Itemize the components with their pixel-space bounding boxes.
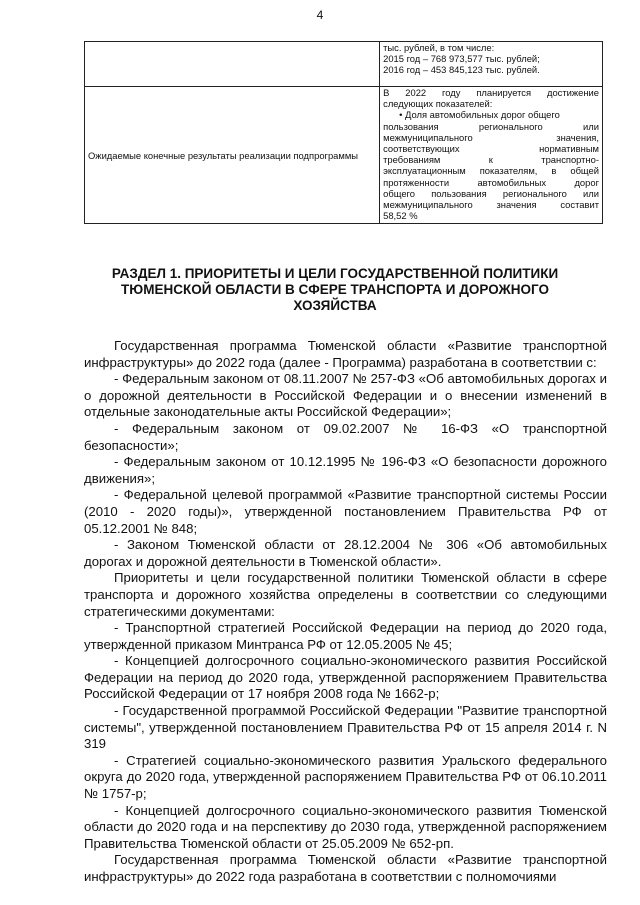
cell-line: протяженности автомобильных дорог <box>383 176 599 188</box>
cell-line: • Доля автомобильных дорог общего <box>399 109 560 121</box>
body-text <box>84 338 607 886</box>
cell-line: 58,52 % <box>383 210 418 222</box>
list-item: - Федеральным законом от 08.11.2007 № 257-ФЗ «Об автомобильных дорогах и о дорожной деятельности в Российской Федерации и о внесении изменений в отдельные законодательные акты Российской Федерации»; <box>84 371 607 420</box>
cell-line: 2016 год – 453 845,123 тыс. рублей. <box>383 64 540 76</box>
list-item: - Концепцией долгосрочного социально-экономического развития Российской Федерации на период до 2020 года, утвержденной распоряжением Правительства Российской Федерации от 17 ноября 2008 года № 1662-р; <box>84 653 607 702</box>
list-item: - Транспортной стратегией Российской Федерации на период до 2020 года, утвержденной приказом Минтранса РФ от 12.05.2005 № 45; <box>84 620 607 652</box>
section-title: РАЗДЕЛ 1. ПРИОРИТЕТЫ И ЦЕЛИ ГОСУДАРСТВЕННОЙ ПОЛИТИКИ ТЮМЕНСКОЙ ОБЛАСТИ В СФЕРЕ ТРАНСПОРТА И ДОРОЖНОГО ХОЗЯЙСТВА <box>111 266 559 313</box>
subprogram-passport-table <box>84 41 603 224</box>
expected-results-label: Ожидаемые конечные результаты реализации подпрограммы <box>85 87 380 224</box>
cell-line: следующих показателей: <box>383 98 493 110</box>
table-cell-empty <box>85 42 380 87</box>
cell-line: 2015 год – 768 973,577 тыс. рублей; <box>383 53 540 65</box>
funding-cell <box>380 42 603 87</box>
paragraph: Государственная программа Тюменской области «Развитие транспортной инфраструктуры» до 2022 года (далее - Программа) разработана в соответствии с: <box>84 338 607 370</box>
list-item: - Федеральным законом от 09.02.2007 № 16-ФЗ «О транспортной безопасности»; <box>84 420 607 453</box>
cell-line: межмуниципального значения составит <box>383 199 599 211</box>
list-item: - Стратегией социально-экономического развития Уральского федерального округа до 2020 года, утвержденной распоряжением Правительства РФ от 06.10.2011 № 1757-р; <box>84 752 607 802</box>
table-row <box>85 42 603 87</box>
paragraph: Приоритеты и цели государственной политики Тюменской области в сфере транспорта и дорожного хозяйства определены в соответствии со следующими стратегическими документами: <box>84 570 607 619</box>
cell-line: пользования регионального или <box>383 120 599 132</box>
cell-line: общего пользования регионального или <box>383 187 599 199</box>
list-item: - Государственной программой Российской Федерации "Развитие транспортной системы", утвержденной постановлением Правительства РФ от 15 апреля 2014 г. N 319 <box>84 703 607 752</box>
cell-line: тыс. рублей, в том числе: <box>383 42 495 53</box>
cell-line: межмуниципального значения, <box>383 131 599 143</box>
cell-line: В 2022 году планируется достижение <box>383 87 599 98</box>
list-item: - Концепцией долгосрочного социально-экономического развития Тюменской области до 2020 года и на перспективу до 2030 года, утвержденной распоряжением Правительства Тюменской области от 25.05.2009 № 652-рп. <box>84 802 607 851</box>
list-item: - Федеральным законом от 10.12.1995 № 196-ФЗ «О безопасности дорожного движения»; <box>84 454 607 486</box>
list-item: - Законом Тюменской области от 28.12.2004 № 306 «Об автомобильных дорогах и дорожной деятельности в Тюменской области». <box>84 537 607 569</box>
cell-line: требованиям к транспортно- <box>383 154 599 166</box>
list-item: - Федеральной целевой программой «Развитие транспортной системы России (2010 - 2020 годы)», утвержденной постановлением Правительства РФ от 05.12.2001 № 848; <box>84 487 607 536</box>
cell-line: эксплуатационным показателям, в общей <box>383 165 599 177</box>
cell-line: соответствующих нормативным <box>383 143 599 155</box>
expected-results-cell <box>380 87 603 224</box>
page-number: 4 <box>316 8 324 22</box>
paragraph: Государственная программа Тюменской области «Развитие транспортной инфраструктуры» до 2022 года разработана в соответствии с полномочиями <box>84 852 607 884</box>
table-row <box>85 87 603 224</box>
